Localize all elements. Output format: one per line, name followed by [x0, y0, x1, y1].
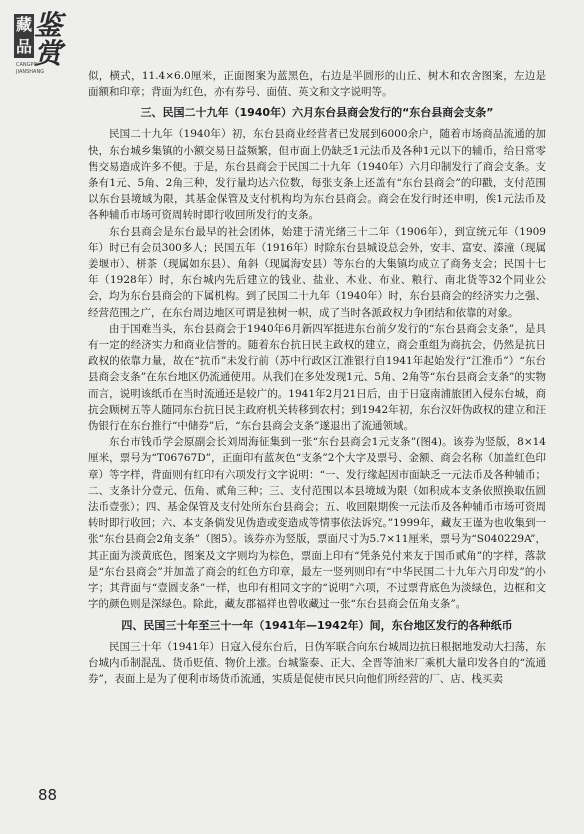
- paragraph-continued: 似，横式，11.4×6.0厘米，正面图案为蓝黑色，右边是半圆形的山丘、树木和农舍图案，左边是面额和印章；背面为红色，亦有券号、面值、英文和文字说明等。: [88, 70, 546, 99]
- paragraph: 由于国难当头，东台县商会于1940年6月新四军挺进东台前夕发行的“东台县商会支条”，是具有一定的经济实力和商业信誉的。随着东台抗日民主政权的建立，商会重组为商抗会，仍然是抗日政权的依靠力量，故在“抗币”未发行前（苏中行政区江淮银行自1941年起始发行“江淮币”）“东台县商会支条”在东台地区仍流通使用。从我们在多处发现1元、5角、2角等“东台县商会支条”的实物而言，说明该纸币在当时流通还是较广的。1941年2月21日后，由于日寇南浦旅团入侵东台城，商抗会顾树五等人随同东台抗日民主政府机关转移到农村；到1942年初，东台汉奸伪政权的建立和汪伪银行在东台推行“中储券”后，“东台县商会支条”遂退出了流通领域。: [88, 322, 546, 433]
- paragraph: 东台市钱币学会原副会长刘周海征集到一张“东台县商会1元支条”(图4)。该券为竖版，8×14厘米，票号为“T06767D”，正面印有蓝灰色“支条”2个大字及票号、金额、商会名称（加盖红色印章）等字样，背面则有红印有六项发行文字说明：“一、发行缘起因市面缺乏一元法币及各种辅币；二、支条计分壹元、伍角、贰角三种；三、支付范围以本县境域为限（如积成本支条依照换取伍圆法币壹张）；四、基金保管及支付处所东台县商会；五、收回限期俟一元法币及各种辅币市场可资周转时即行收回；六、本支条倘发见伪造或变造成等情事依法诉究。”1999年，藏友王谨为也收集到一张“东台县商会2角支条”（图5）。该券亦为竖版，票面尺寸为5.7×11厘米，票号为“S040229A”，其正面为淡黄底色，图案及文字则均为棕色，票面上印有“凭条兑付来友于国币贰角”的字样，落款是“东台县商会”并加盖了商会的红色方印章，最左一竖列则印有“中华民国二十九年六月印发”的小字；其背面与“壹圆支条”一样，也印有相同文字的“说明”六项，不过票背底色为淡绿色，边框和文字的颜色则是深绿色。除此，藏友郡福祥也曾收藏过一张“东台县商会伍角支条”。: [88, 436, 546, 611]
- paragraph: 东台县商会是东台最早的社会团体，始建于清光绪三十二年（1906年），到宣统元年（1909年）时已有会员300多人；民国五年（1916年）时除东台县城设总会外，安丰、富安、溱潼（现属姜堰市）、栟茶（现属如东县）、角斜（现属海安县）等东台的大集镇均成立了商务支会；民国十七年（1928年）时，东台城内先后建立的钱业、盐业、木业、布业、粮行、南北货等32个同业公会，均为东台县商会的下属机构。到了民国二十九年（1940年）时，东台县商会的经济实力之强、经营范围之广，在东台周边地区可谓是独树一帜，成了当时各派政权力争团结和依靠的对象。: [88, 225, 546, 319]
- logo-char-pin: 品: [15, 37, 32, 56]
- logo-char-zang: 藏: [15, 15, 32, 34]
- magazine-logo: [14, 9, 84, 110]
- paragraph: 民国二十九年（1940年）初，东台县商业经营者已发展到6000余户，随着市场商品流通的加快，东台城乡集镇的小额交易日益频繁，但市面上仍缺乏1元法币及各种1元以下的辅币，给日常零售交易造成许多不便。于是，东台县商会于民国二十九年（1940年）六月印制发行了商会支条。支条有1元、5角、2角三种，发行量均达六位数，每张支条上还盖有“东台县商会”的印戳，支付范围以东台县境域为限，其基金保管及支付机构均为东台县商会。商会在发行时还申明，俟1元法币及各种辅币市场可资周转时即行收回所发行的支条。: [88, 128, 546, 222]
- page-number: 88: [38, 786, 58, 804]
- logo-english-jianshang: JIANSHANG: [16, 69, 45, 75]
- article-body: [88, 68, 546, 687]
- section-heading-3: 三、民国二十九年（1940年）六月东台县商会发行的“东台县商会支条”: [140, 106, 494, 120]
- logo-calligraphy: 鉴赏: [34, 9, 61, 70]
- section-heading-4: 四、民国三十年至三十一年（1941年—1942年）间，东台地区发行的各种纸币: [121, 618, 513, 632]
- logo-english-cangpin: CANGPIN: [16, 62, 39, 68]
- paragraph: 民国三十年（1941年）日寇入侵东台后，日伪军联合向东台城周边抗日根据地发动大扫荡，东台城内币制混乱、货币贬值、物价上涨。台城鉴泰、正大、全晋等油米厂乘机大量印发各自的“流通券”，表面上是为了便利市场货币流通，实质是促使市民只向他们所经营的厂、店、栈买卖: [88, 640, 546, 685]
